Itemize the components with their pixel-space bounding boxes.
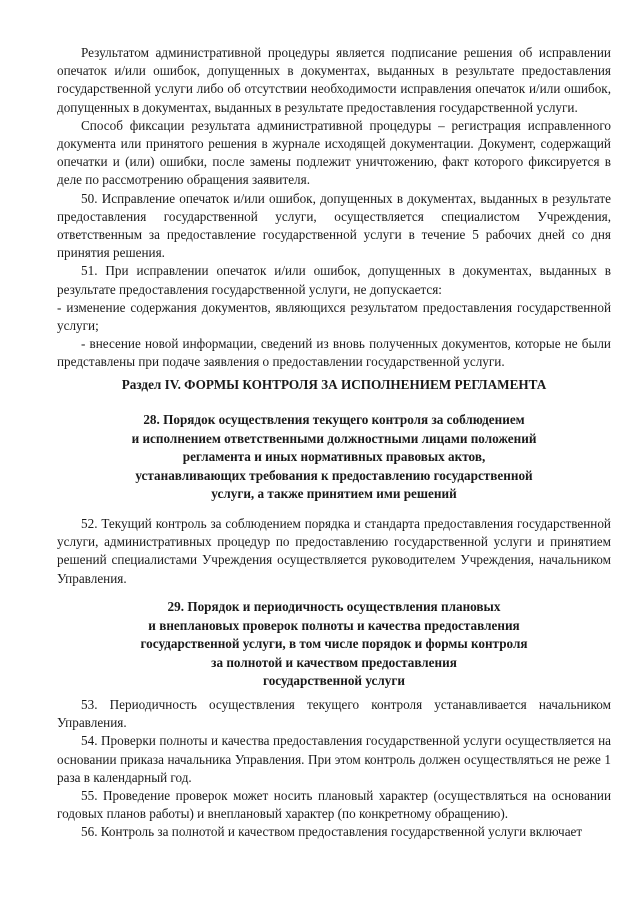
subsection-28-heading: [57, 411, 611, 504]
heading-line: регламента и иных нормативных правовых актов,: [182, 449, 486, 464]
paragraph-result: Результатом административной процедуры является подписание решения об исправлении опечаток и/или ошибок, допущенных в документах, выданных в результате предоставления государственной услуги либо об отсутствии необходимости исправления опечаток и/или ошибок, допущенных в документах, выданных в результате предоставления государственной услуги.: [57, 45, 611, 115]
section-title-text: Раздел IV. ФОРМЫ КОНТРОЛЯ ЗА ИСПОЛНЕНИЕМ РЕГЛАМЕНТА: [121, 377, 547, 392]
paragraph-fixation-method: Способ фиксации результата административной процедуры – регистрация исправленного документа или принятого решения в журнале исходящей документации. Документ, содержащий опечатки и (или) ошибки, после замены подлежит уничтожению, факт которого фиксируется в деле по рассмотрению обращения заявителя.: [57, 117, 611, 188]
heading-line: и внеплановых проверок полноты и качества предоставления: [148, 617, 520, 633]
paragraph-54: 54. Проверки полноты и качества предоставления государственной услуги осуществляется на основании приказа начальника Управления. При этом контроль должен осуществляться не реже 1 раза в календарный год.: [57, 733, 611, 785]
heading-line: государственной услуги: [263, 673, 405, 688]
subsection-29-heading: [57, 598, 611, 691]
heading-line: 29. Порядок и периодичность осуществления плановых: [167, 599, 501, 614]
paragraph-53: 53. Периодичность осуществления текущего контроля устанавливается начальником Управления.: [57, 697, 611, 731]
list-item-new-information: - внесение новой информации, сведений из вновь полученных документов, которые не были представлены при подаче заявления о предоставлении государственной услуги.: [57, 336, 611, 370]
heading-line: устанавливающих требования к предоставлению государственной: [135, 467, 533, 483]
heading-line: услуги, а также принятием ими решений: [211, 486, 457, 501]
list-item-change-content: - изменение содержания документов, являющихся результатом предоставления государственной услуги;: [57, 299, 611, 334]
paragraph-55: 55. Проведение проверок может носить плановый характер (осуществляться на основании годовых планов работы) и внеплановый характер (по конкретному обращению).: [57, 788, 611, 822]
paragraph-51: 51. При исправлении опечаток и/или ошибок, допущенных в документах, выданных в результате предоставления государственной услуги, не допускается:: [57, 263, 611, 297]
paragraph-56: 56. Контроль за полнотой и качеством предоставления государственной услуги включает: [81, 824, 583, 840]
heading-line: 28. Порядок осуществления текущего контроля за соблюдением: [143, 412, 525, 427]
heading-line: и исполнением ответственными должностными лицами положений: [131, 430, 537, 446]
paragraph-group-top: [57, 44, 611, 372]
paragraph-52: 52. Текущий контроль за соблюдением порядка и стандарта предоставления государственной услуги, административных процедур по предоставлению государственной услуги и принятием решений специалистами Учреждения осуществляется руководителем Учреждения, начальником Управления.: [57, 516, 611, 586]
paragraph-group-bottom: [57, 696, 611, 842]
section-title: [57, 376, 611, 395]
paragraph-50: 50. Исправление опечаток и/или ошибок, допущенных в документах, выданных в результате предоставления государственной услуги, осуществляется специалистом Учреждения, ответственным за предоставление государственной услуги в течение 5 рабочих дней со дня принятия решения.: [57, 190, 611, 261]
paragraph-group-52: [57, 515, 611, 588]
heading-line: за полнотой и качеством предоставления: [211, 654, 457, 670]
heading-line: государственной услуги, в том числе порядок и формы контроля: [140, 636, 528, 651]
